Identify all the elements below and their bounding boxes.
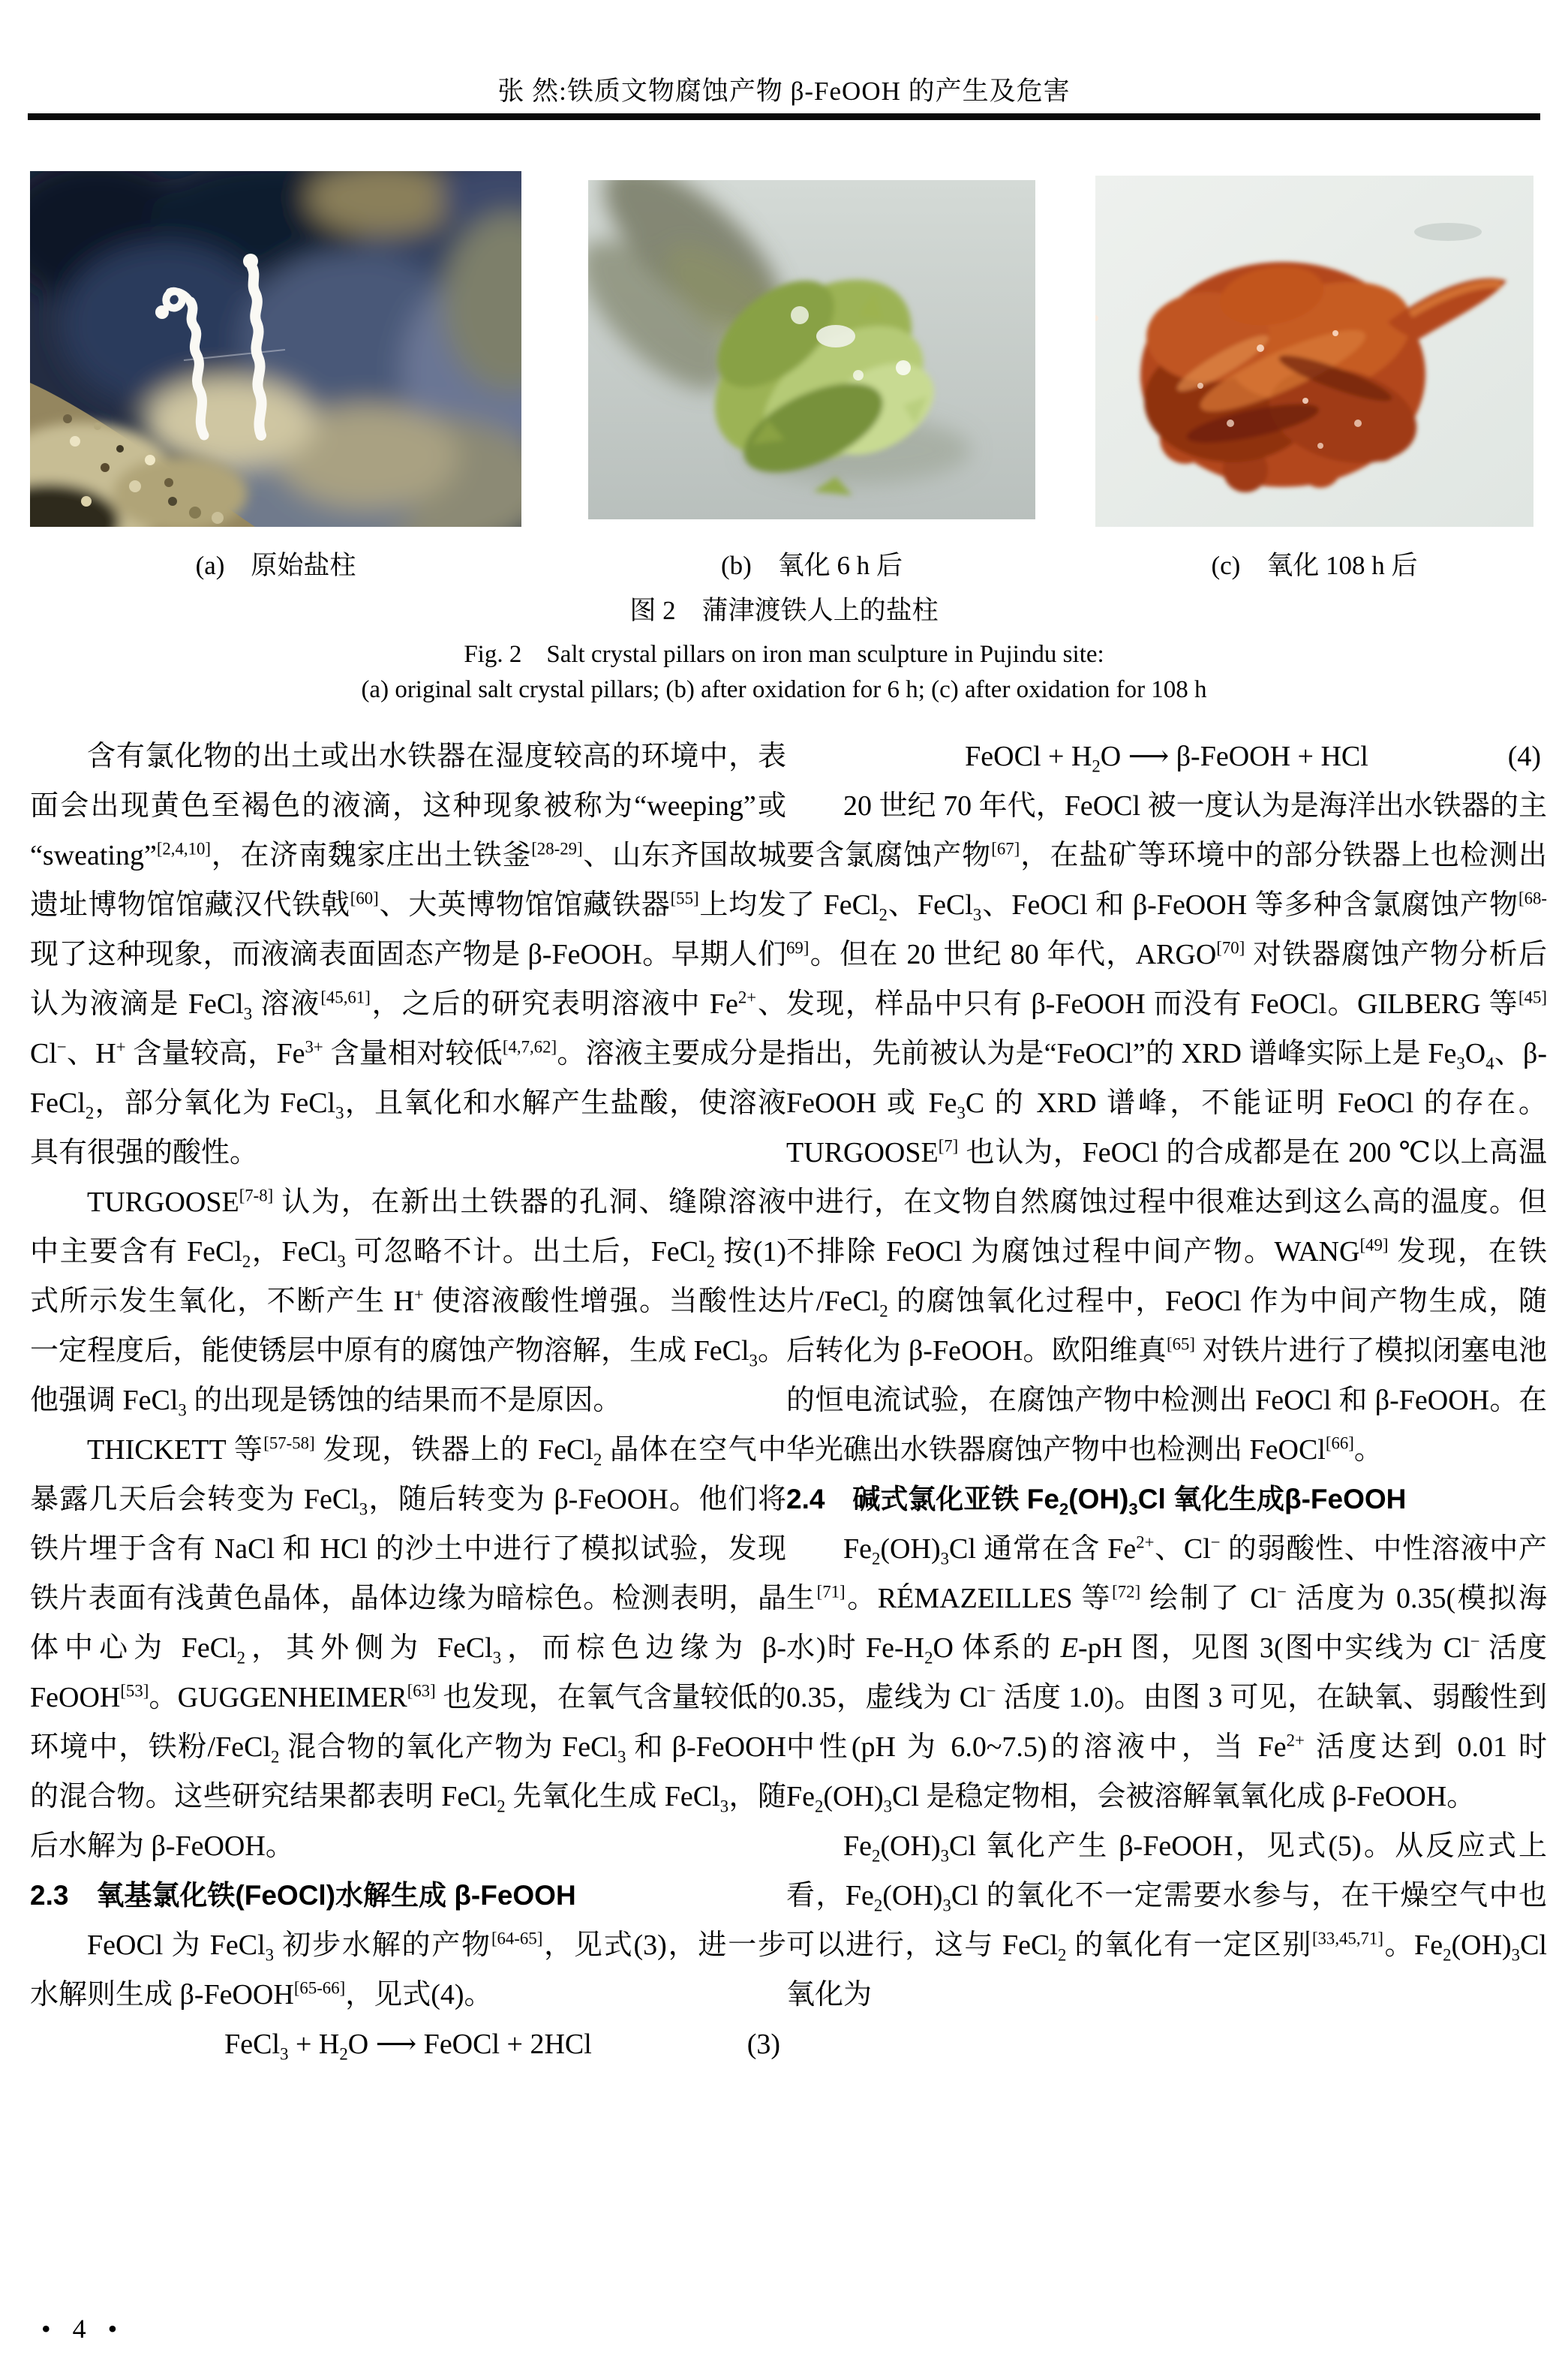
paragraph-feocl-history: 20 世纪 70 年代，FeOCl 被一度认为是海洋出水铁器的主要含氯腐蚀产物[67]，在盐矿等环境中的部分铁器上也检测出了 FeCl$_2$、FeCl$_3$、FeOCl 和 β-FeOOH 等多种含氯腐蚀产物[68-69]。但在 20 世纪 80 年代，ARGO[70] 对铁器腐蚀产物分析后发现，样品中只有 β-FeOOH 而没有 FeOCl。GILBERG 等[45] 指出，先前被认为是“FeOCl”的 XRD 谱峰实际上是 $Fe_3O_4$、β-FeOOH 或 $Fe_3C$ 的 XRD 谱峰，不能证明 FeOCl 的存在。TURGOOSE[7] 也认为，FeOCl 的合成都是在 200 ℃以上高温中进行，在文物自然腐蚀过程中很难达到这么高的温度。但不排除 FeOCl 为腐蚀过程中间产物。WANG[49] 发现，在铁片/FeCl$_2$ 的腐蚀氧化过程中，FeOCl 作为中间产物生成，随后转化为 β-FeOOH。欧阳维真[65] 对铁片进行了模拟闭塞电池的恒电流试验，在腐蚀产物中检测出 FeOCl 和 β-FeOOH。在华光礁出水铁器腐蚀产物中也检测出 FeOCl[66]。 bbox=[786, 790, 1548, 1466]
paragraph-fe2oh3cl-formation: $Fe_2(OH)_3Cl$ 通常在含 $Fe^{2+}$、Cl− 的弱酸性、中性溶液中产生[71]。RÉMAZEILLES 等[72] 绘制了 Cl− 活度为 0.35(模拟海水)时 $Fe-H_2O$ 体系的 E-pH 图，见图 3(图中实线为 Cl− 活度 0.35，虚线为 Cl− 活度 1.0)。由图 3 可见，在缺氧、弱酸性到中性(pH 为 6.0~7.5)的溶液中，当 $Fe^{2+}$ 活度达到 0.01 时 $Fe_2(OH)_3Cl$ 是稳定物相，会被溶解氧氧化成 β-FeOOH。 bbox=[786, 1532, 1548, 1816]
page-number: • 4 • bbox=[41, 2314, 125, 2344]
green-crystal-photo-illustration bbox=[588, 180, 1035, 519]
section-heading-2-4: 2.4 碱式氯化亚铁 $Fe_2(OH)_3Cl$ 氧化生成β-FeOOH bbox=[786, 1484, 1407, 1519]
photo-oxidized-6h-crystal bbox=[588, 180, 1035, 519]
photo-oxidized-108h-crystal bbox=[1095, 176, 1533, 527]
figure-subtitle-en: (a) original salt crystal pillars; (b) after oxidation for 6 h; (c) after oxidation for 108 h bbox=[361, 676, 1207, 703]
salt-pillar-photo-illustration bbox=[30, 171, 521, 527]
caption-photo-c: (c) 氧化 108 h 后 bbox=[1211, 551, 1418, 580]
equation-3-number: (3) bbox=[746, 2029, 780, 2060]
equation-4-formula: FeOCl + $H_2O$ ⟶ β-FeOOH + HCl bbox=[965, 741, 1368, 776]
running-header-title: 张 然:铁质文物腐蚀产物 β-FeOOH 的产生及危害 bbox=[497, 77, 1071, 106]
red-crystal-photo-illustration bbox=[1095, 176, 1533, 527]
caption-photo-a: (a) 原始盐柱 bbox=[195, 551, 356, 580]
header-rule bbox=[28, 113, 1540, 120]
paragraph-turgoose: TURGOOSE[7-8] 认为，在新出土铁器的孔洞、缝隙溶液中主要含有 FeCl$_2$，FeCl$_3$ 可忽略不计。出土后，FeCl$_2$ 按(1)式所示发生氧化，不断产生 H+ 使溶液酸性增强。当酸性达一定程度后，能使锈层中原有的腐蚀产物溶解，生成 FeCl$_3$。他强调 FeCl$_3$ 的出现是锈蚀的结果而不是原因。 bbox=[30, 1186, 787, 1420]
figure-title-zh: 图 2 蒲津渡铁人上的盐柱 bbox=[629, 596, 939, 625]
section-heading-2-3: 2.3 氧基氯化铁(FeOCl)水解生成 β-FeOOH bbox=[30, 1880, 576, 1911]
paragraph-thickett: THICKETT 等[57-58] 发现，铁器上的 FeCl$_2$ 晶体在空气中暴露几天后会转变为 FeCl$_3$，随后转变为 β-FeOOH。他们将铁片埋于含有 NaCl 和 HCl 的沙土中进行了模拟试验，发现铁片表面有浅黄色晶体，晶体边缘为暗棕色。检测表明，晶体中心为 FeCl$_2$，其外侧为 FeCl$_3$，而棕色边缘为 β-FeOOH[53]。GUGGENHEIMER[63] 也发现，在氧气含量较低的环境中，铁粉/FeCl$_2$ 混合物的氧化产物为 FeCl$_3$ 和 β-FeOOH 的混合物。这些研究结果都表明 FeCl$_2$ 先氧化生成 FeCl$_3$，随后水解为 β-FeOOH。 bbox=[30, 1433, 787, 1862]
equation-3-formula: FeCl$_3$ + $H_2O$ ⟶ FeOCl + 2HCl bbox=[224, 2029, 592, 2064]
paragraph-feocl-hydrolysis: FeOCl 为 FeCl$_3$ 初步水解的产物[64-65]，见式(3)，进一步水解则生成 β-FeOOH[65-66]，见式(4)。 bbox=[30, 1929, 786, 2011]
caption-photo-b: (b) 氧化 6 h 后 bbox=[720, 551, 903, 580]
figure-title-en: Fig. 2 Salt crystal pillars on iron man sculpture in Pujindu site: bbox=[464, 641, 1104, 668]
body-column-right bbox=[786, 732, 1547, 2020]
equation-4 bbox=[786, 732, 1547, 781]
body-column-left bbox=[30, 732, 786, 2069]
equation-3 bbox=[30, 2020, 786, 2069]
equation-4-number: (4) bbox=[1507, 741, 1541, 772]
photo-original-salt-pillars bbox=[30, 171, 521, 527]
paragraph-weeping-phenomenon: 含有氯化物的出土或出水铁器在湿度较高的环境中，表面会出现黄色至褐色的液滴，这种现象被称为“weeping”或“sweating”[2,4,10]，在济南魏家庄出土铁釜[28-29]、山东齐国故城遗址博物馆馆藏汉代铁戟[60]、大英博物馆馆藏铁器[55]上均发现了这种现象，而液滴表面固态产物是 β-FeOOH。早期人们认为液滴是 FeCl$_3$ 溶液[45,61]，之后的研究表明溶液中 $Fe^{2+}$、Cl−、H+ 含量较高，$Fe^{3+}$ 含量相对较低[4,7,62]。溶液主要成分是 FeCl$_2$，部分氧化为 FeCl$_3$，且氧化和水解产生盐酸，使溶液具有很强的酸性。 bbox=[30, 741, 786, 1168]
paragraph-fe2oh3cl-oxidation: $Fe_2(OH)_3Cl$ 氧化产生 β-FeOOH，见式(5)。从反应式上看，$Fe_2(OH)_3Cl$ 的氧化不一定需要水参与，在干燥空气中也可以进行，这与 FeCl$_2$ 的氧化有一定区别[33,45,71]。$Fe_2(OH)_3Cl$ 氧化为 bbox=[786, 1830, 1547, 2011]
